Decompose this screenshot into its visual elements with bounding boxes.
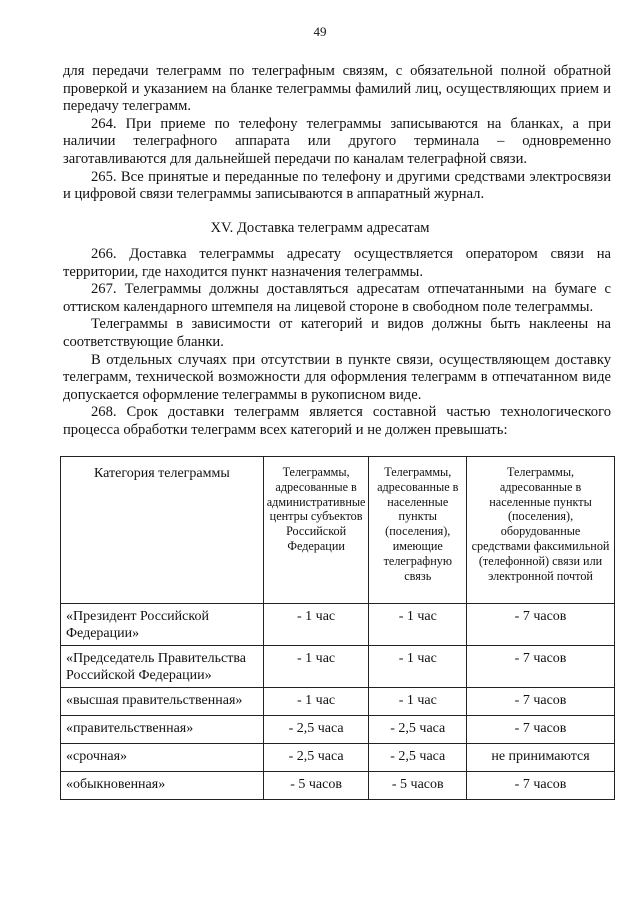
paragraph: Телеграммы в зависимости от категорий и видов должны быть наклеены на соответствующие бланки. <box>63 316 611 350</box>
table-cell: - 1 час <box>369 646 467 688</box>
table-row <box>61 716 615 744</box>
table-cell: - 5 часов <box>369 772 467 800</box>
table-cell: - 7 часов <box>467 772 615 800</box>
table-row <box>61 744 615 772</box>
table-cell: - 7 часов <box>467 646 615 688</box>
paragraph: 267. Телеграммы должны доставляться адресатам отпечатанными на бумаге с оттиском календарного штемпеля на лицевой стороне в свободном поле телеграммы. <box>63 281 611 315</box>
table-cell: «правительственная» <box>61 716 264 744</box>
paragraph: для передачи телеграмм по телеграфным связям, с обязательной полной обратной проверкой и указанием на бланке телеграммы фамилий лиц, осуществляющих прием и передачу телеграмм. <box>63 63 611 115</box>
table-cell: - 2,5 часа <box>369 744 467 772</box>
paragraph: 268. Срок доставки телеграмм является составной частью технологического процесса обработки телеграмм всех категорий и не должен превышать: <box>63 404 611 438</box>
table-cell: - 1 час <box>369 604 467 646</box>
table-cell: не принимаются <box>467 744 615 772</box>
section-heading: XV. Доставка телеграмм адресатам <box>210 220 430 236</box>
table-cell: «высшая правительственная» <box>61 688 264 716</box>
paragraph: 266. Доставка телеграммы адресату осуществляется оператором связи на территории, где находится пункт назначения телеграммы. <box>63 246 611 280</box>
column-header: Категория телеграммы <box>61 457 264 604</box>
delivery-time-table <box>60 456 615 800</box>
table-cell: - 1 час <box>263 646 369 688</box>
table-cell: - 7 часов <box>467 688 615 716</box>
table-cell: - 5 часов <box>263 772 369 800</box>
paragraph: В отдельных случаях при отсутствии в пункте связи, осуществляющем доставку телеграмм, технической возможности для оформления телеграмм в отпечатанном виде допускается оформление телеграммы в рукописном виде. <box>63 351 611 403</box>
table-row <box>61 688 615 716</box>
table-cell: - 1 час <box>263 604 369 646</box>
text-block-main <box>63 246 611 440</box>
table-cell: «срочная» <box>61 744 264 772</box>
table-cell: - 2,5 часа <box>369 716 467 744</box>
column-header: Телеграммы, адресованные в населенные пункты (поселения), оборудованные средствами факсимильной (телефонной) связи или электронной почтой <box>467 457 615 604</box>
table-row <box>61 604 615 646</box>
table-cell: «Председатель Правительства Российской Федерации» <box>61 646 264 688</box>
table-cell: «обыкновенная» <box>61 772 264 800</box>
paragraph: 265. Все принятые и переданные по телефону и другими средствами электросвязи и цифровой связи телеграммы записываются в аппаратный журнал. <box>63 168 611 203</box>
table-row <box>61 646 615 688</box>
table-header-row <box>61 457 615 604</box>
table-cell: «Президент Российской Федерации» <box>61 604 264 646</box>
table-cell: - 7 часов <box>467 604 615 646</box>
text-block-top <box>63 63 611 204</box>
table-row <box>61 772 615 800</box>
column-header: Телеграммы, адресованные в административные центры субъектов Российской Федерации <box>263 457 369 604</box>
page-number: 49 <box>313 24 327 39</box>
table-cell: - 2,5 часа <box>263 744 369 772</box>
paragraph: 264. При приеме по телефону телеграммы записываются на бланках, а при наличии телеграфного аппарата или другого терминала – одновременно заготавливаются для дальнейшей передачи по каналам телеграфной связи. <box>63 115 611 167</box>
column-header: Телеграммы, адресованные в населенные пункты (поселения), имеющие телеграфную связь <box>369 457 467 604</box>
table-cell: - 1 час <box>263 688 369 716</box>
table-cell: - 7 часов <box>467 716 615 744</box>
table-cell: - 1 час <box>369 688 467 716</box>
table-cell: - 2,5 часа <box>263 716 369 744</box>
